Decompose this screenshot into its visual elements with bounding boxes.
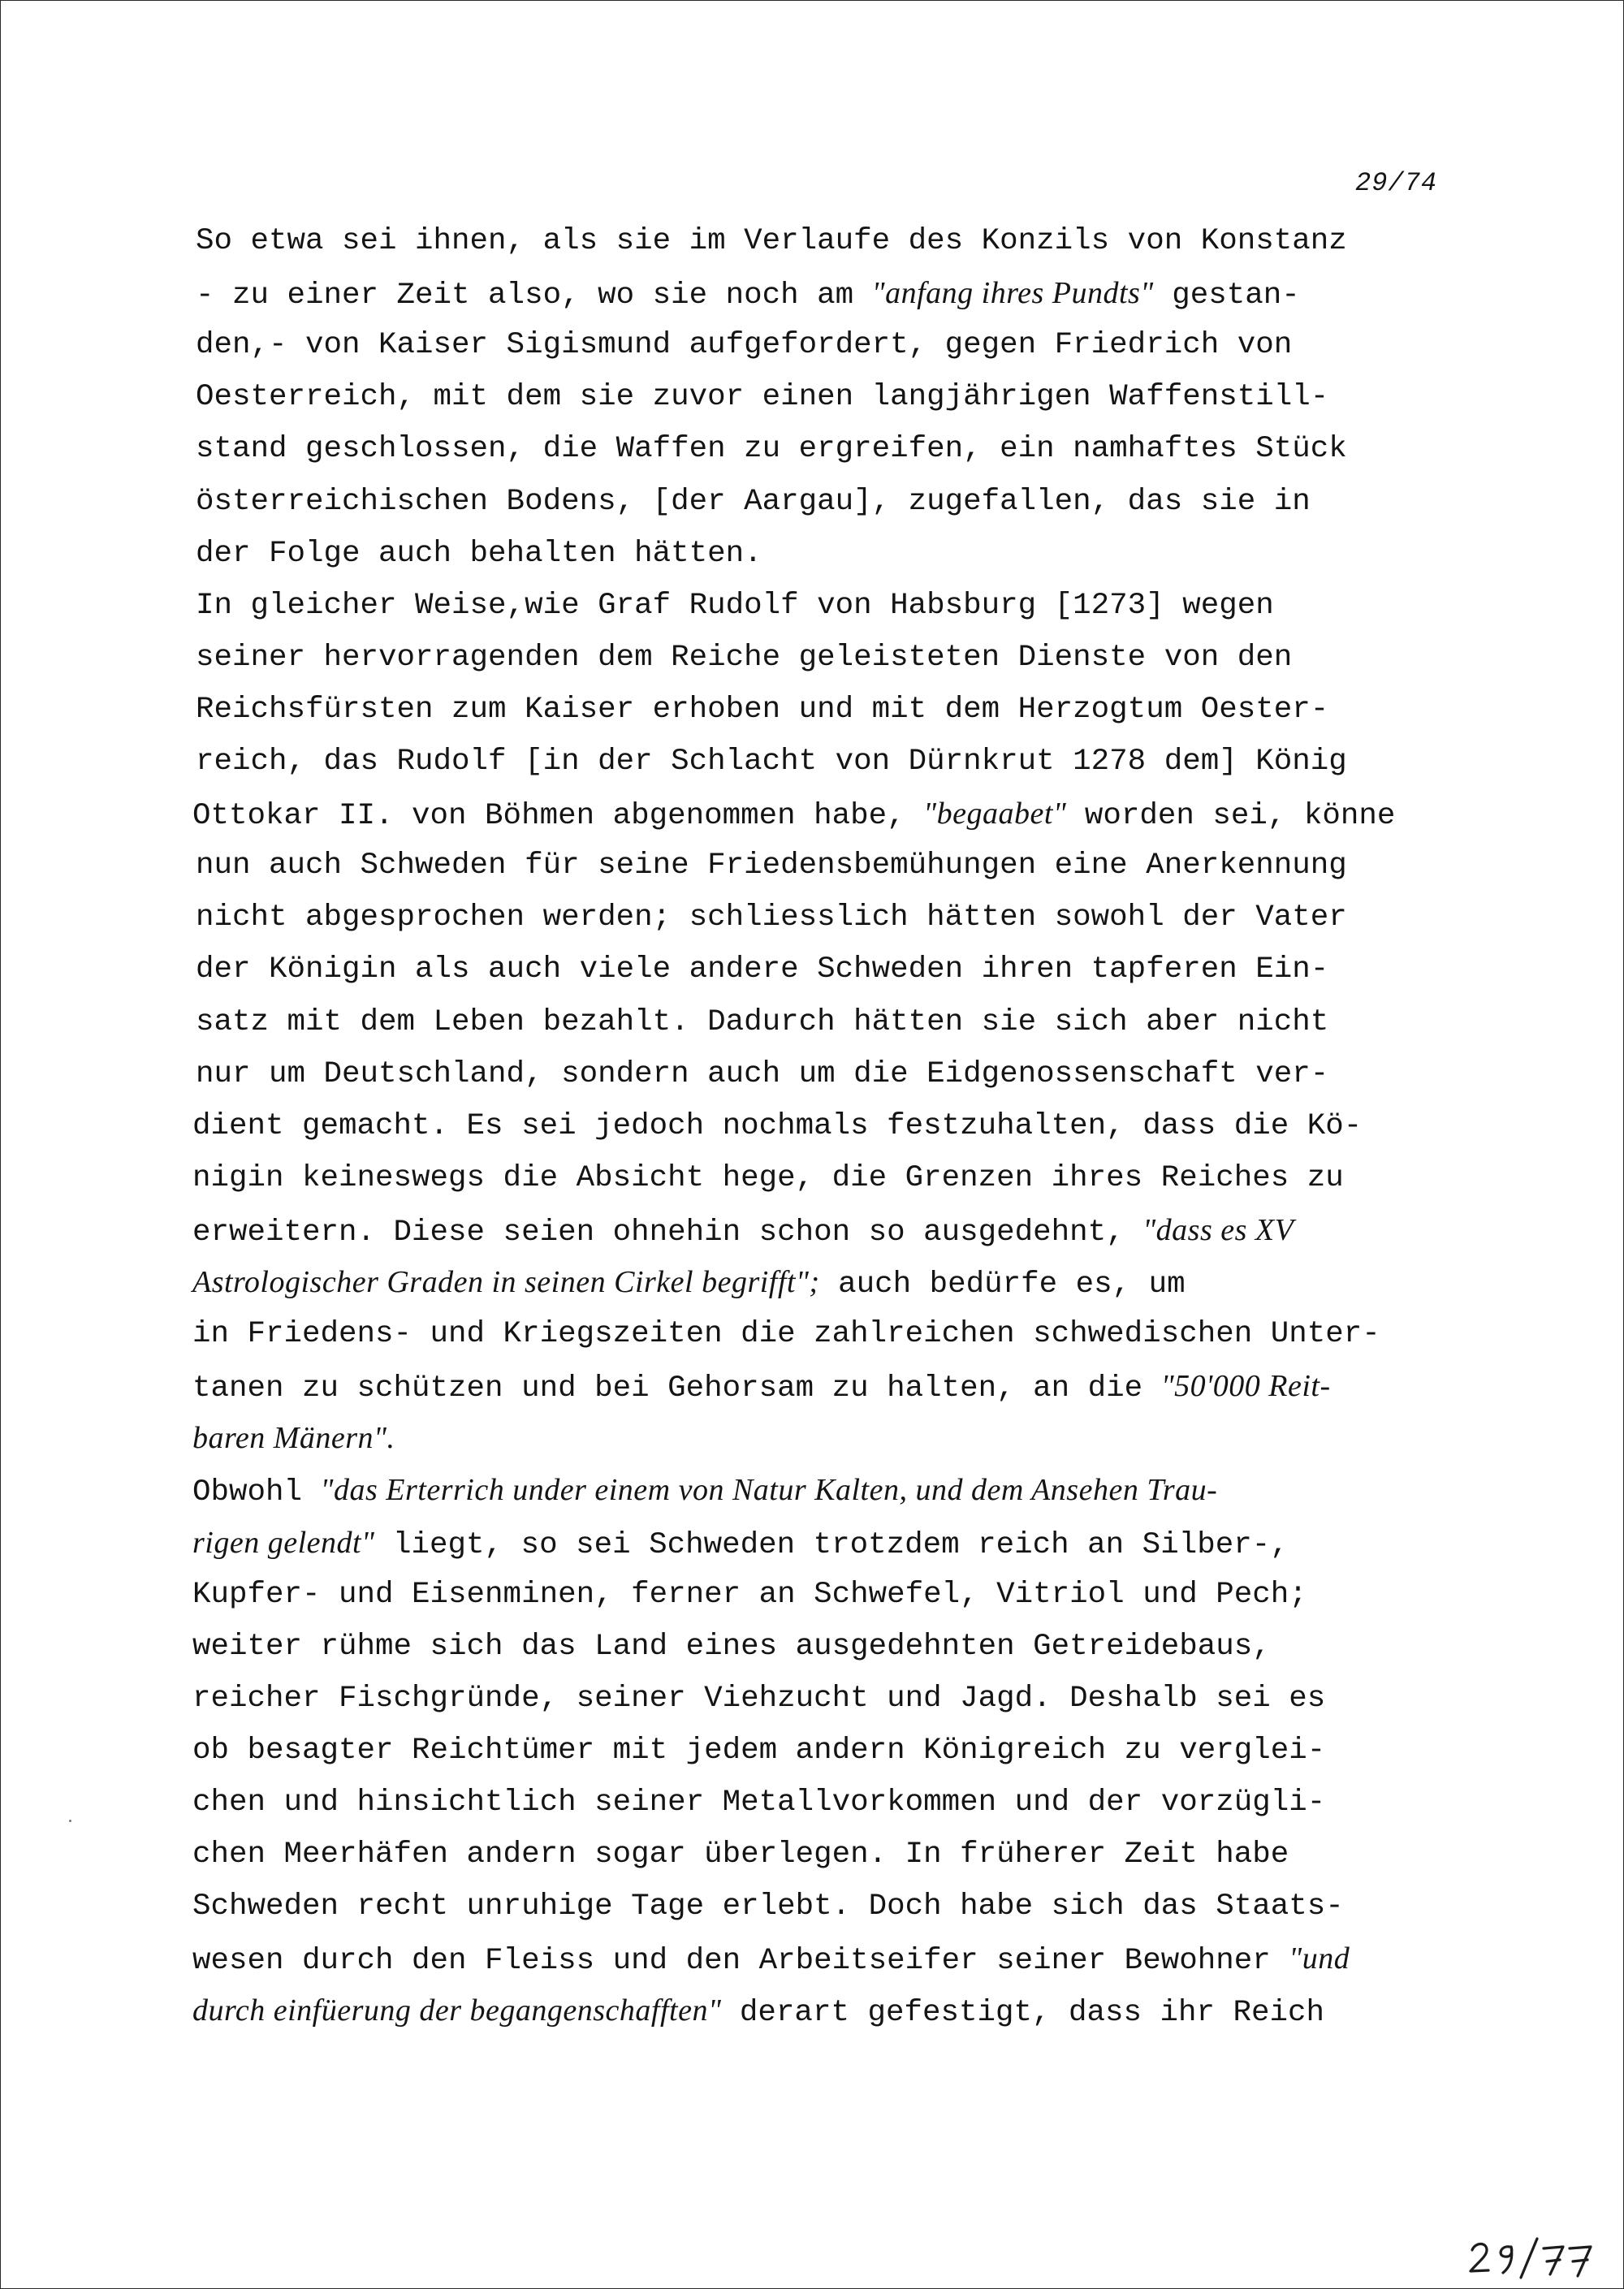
text-line bbox=[196, 277, 1300, 313]
quoted-text: "begaabet" bbox=[923, 797, 1067, 831]
text-line bbox=[192, 1786, 1325, 1822]
text-segment: derart gefestigt, dass ihr Reich bbox=[721, 1996, 1325, 2031]
text-line bbox=[192, 1630, 1271, 1666]
text-segment: stand geschlossen, die Waffen zu ergreifen, ein namhaftes Stück bbox=[196, 432, 1347, 467]
quoted-text: Astrologischer Graden in seinen Cirkel begrifft"; bbox=[192, 1265, 820, 1299]
text-segment: österreichischen Bodens, [der Aargau], zugefallen, das sie in bbox=[196, 484, 1311, 519]
text-line bbox=[192, 1474, 1217, 1509]
text-segment: So etwa sei ihnen, als sie im Verlaufe des Konzils von Konstanz bbox=[196, 224, 1347, 258]
text-segment: den,- von Kaiser Sigismund aufgefordert, gegen Friedrich von bbox=[196, 328, 1293, 363]
text-segment: auch bedürfe es, um bbox=[819, 1268, 1186, 1302]
scan-speck bbox=[69, 1820, 71, 1822]
text-line bbox=[192, 1422, 395, 1458]
text-line bbox=[192, 1527, 1289, 1562]
text-line bbox=[196, 590, 1274, 625]
text-segment: der Königin als auch viele andere Schweden ihren tapferen Ein- bbox=[196, 952, 1329, 987]
quoted-text: "dass es XV bbox=[1142, 1212, 1294, 1247]
quoted-text: "und bbox=[1289, 1941, 1350, 1976]
text-line bbox=[196, 693, 1328, 729]
quoted-text: "50'000 Reit- bbox=[1160, 1369, 1331, 1404]
text-line bbox=[196, 641, 1292, 677]
text-segment: seiner hervorragenden dem Reiche geleisteten Dienste von den bbox=[196, 640, 1293, 675]
text-segment: nur um Deutschland, sondern auch um die Eidgenossenschaft ver- bbox=[196, 1056, 1329, 1091]
text-segment: der Folge auch behalten hätten. bbox=[196, 536, 762, 571]
text-segment: Reichsfürsten zum Kaiser erhoben und mit dem Herzogtum Oester- bbox=[196, 692, 1329, 727]
text-segment: erweitern. Diese seien ohnehin schon so ausgedehnt, bbox=[192, 1215, 1143, 1250]
text-line bbox=[192, 797, 1395, 833]
text-line bbox=[192, 1214, 1294, 1250]
text-line bbox=[196, 849, 1347, 885]
page-number: 29/74 bbox=[1355, 168, 1438, 198]
text-line bbox=[192, 1682, 1325, 1718]
text-line bbox=[196, 745, 1347, 781]
text-segment: gestan- bbox=[1153, 279, 1300, 313]
text-line bbox=[196, 901, 1347, 937]
text-line bbox=[192, 1734, 1325, 1770]
text-line bbox=[192, 1942, 1350, 1978]
quoted-text: "anfang ihres Pundts" bbox=[871, 276, 1154, 311]
text-segment: In gleicher Weise,wie Graf Rudolf von Habsburg [1273] wegen bbox=[196, 588, 1274, 623]
quoted-text: "das Erterrich under einem von Natur Kalten, und dem Ansehen Trau- bbox=[320, 1473, 1218, 1508]
text-line bbox=[192, 1370, 1331, 1406]
text-line bbox=[192, 1162, 1344, 1198]
text-line bbox=[196, 329, 1292, 365]
text-line bbox=[196, 953, 1328, 989]
text-segment: wesen durch den Fleiss und den Arbeitseifer seiner Bewohner bbox=[192, 1944, 1289, 1979]
text-segment: in Friedens- und Kriegszeiten die zahlreichen schwedischen Unter- bbox=[192, 1317, 1380, 1352]
text-segment: Kupfer- und Eisenminen, ferner an Schwefel, Vitriol und Pech; bbox=[192, 1577, 1307, 1612]
text-segment: tanen zu schützen und bei Gehorsam zu halten, an die bbox=[192, 1371, 1161, 1406]
quoted-text: durch einfüerung der begangenschafften" bbox=[192, 1993, 722, 2028]
text-segment: chen Meerhäfen andern sogar überlegen. In früherer Zeit habe bbox=[192, 1838, 1289, 1872]
handwritten-page-number-drawing bbox=[1462, 2232, 1609, 2281]
text-line bbox=[196, 433, 1347, 469]
text-segment: nicht abgesprochen werden; schliesslich hätten sowohl der Vater bbox=[196, 900, 1347, 935]
text-line bbox=[196, 381, 1328, 417]
quoted-text: rigen gelendt" bbox=[192, 1525, 375, 1560]
text-line bbox=[192, 1318, 1380, 1354]
text-segment: reich, das Rudolf [in der Schlacht von Dürnkrut 1278 dem] König bbox=[196, 745, 1347, 779]
text-line bbox=[196, 1006, 1328, 1042]
text-line bbox=[192, 1890, 1344, 1926]
text-segment: Schweden recht unruhige Tage erlebt. Doch habe sich das Staats- bbox=[192, 1890, 1344, 1924]
text-segment: ob besagter Reichtümer mit jedem andern Königreich zu verglei- bbox=[192, 1733, 1326, 1768]
text-segment: weiter rühme sich das Land eines ausgedehnten Getreidebaus, bbox=[192, 1629, 1271, 1664]
quoted-text: baren Mänern". bbox=[192, 1421, 395, 1456]
text-segment: chen und hinsichtlich seiner Metallvorkommen und der vorzügli- bbox=[192, 1786, 1326, 1820]
text-segment: Obwohl bbox=[192, 1475, 321, 1510]
text-segment: liegt, so sei Schweden trotzdem reich an Silber-, bbox=[374, 1527, 1289, 1562]
text-segment: Oesterreich, mit dem sie zuvor einen langjährigen Waffenstill- bbox=[196, 380, 1329, 415]
text-line bbox=[196, 538, 762, 573]
text-line bbox=[192, 1994, 1324, 2030]
text-segment: nun auch Schweden für seine Friedensbemühungen eine Anerkennung bbox=[196, 849, 1347, 883]
text-line bbox=[196, 1058, 1328, 1094]
text-line bbox=[196, 225, 1347, 261]
text-segment: dient gemacht. Es sei jedoch nochmals festzuhalten, dass die Kö- bbox=[192, 1108, 1363, 1143]
text-line bbox=[192, 1266, 1186, 1302]
text-segment: nigin keineswegs die Absicht hege, die Grenzen ihres Reiches zu bbox=[192, 1160, 1344, 1195]
text-segment: - zu einer Zeit also, wo sie noch am bbox=[196, 279, 872, 313]
text-line bbox=[192, 1579, 1307, 1614]
text-segment: worden sei, könne bbox=[1066, 799, 1396, 834]
text-segment: satz mit dem Leben bezahlt. Dadurch hätten sie sich aber nicht bbox=[196, 1004, 1329, 1039]
handwritten-page-number bbox=[1462, 2232, 1609, 2281]
text-line bbox=[192, 1110, 1362, 1146]
text-segment: reicher Fischgründe, seiner Viehzucht und Jagd. Deshalb sei es bbox=[192, 1681, 1326, 1716]
text-line bbox=[192, 1838, 1289, 1874]
text-segment: Ottokar II. von Böhmen abgenommen habe, bbox=[192, 799, 924, 834]
text-line bbox=[196, 486, 1311, 521]
